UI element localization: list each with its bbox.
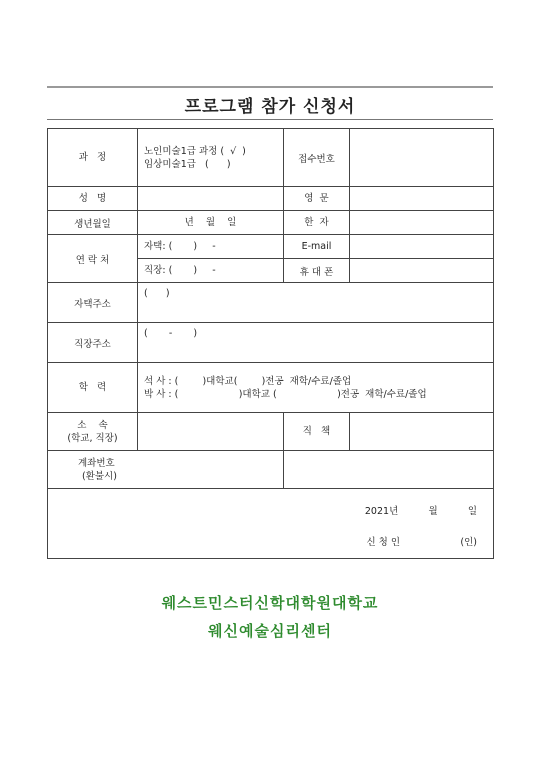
work-phone-field[interactable]: 직장: ( ) - bbox=[138, 259, 284, 283]
contact-row-home bbox=[48, 235, 494, 259]
affiliation-row bbox=[48, 413, 494, 451]
account-field[interactable] bbox=[284, 451, 494, 489]
center-name: 웨신예술심리센터 bbox=[208, 622, 332, 640]
account-row bbox=[48, 451, 494, 489]
home-address-label: 자택주소 bbox=[48, 283, 138, 323]
education-row bbox=[48, 363, 494, 413]
work-address-field[interactable]: ( - ) bbox=[138, 323, 494, 363]
applicant-signature[interactable]: 신 청 인 (인) bbox=[366, 537, 477, 548]
course-options[interactable] bbox=[138, 129, 284, 187]
affiliation-label: 소 속 (학교, 직장) bbox=[48, 413, 138, 451]
english-name-field[interactable] bbox=[350, 187, 494, 211]
education-label: 학 력 bbox=[48, 363, 138, 413]
home-address-field[interactable]: ( ) bbox=[138, 283, 494, 323]
name-label: 성 명 bbox=[48, 187, 138, 211]
signature-row bbox=[48, 489, 494, 559]
account-label: 계좌번호 (환불시) bbox=[48, 451, 284, 489]
birth-date-field[interactable]: 년 월 일 bbox=[138, 211, 284, 235]
hanja-name-label: 한 자 bbox=[284, 211, 350, 235]
doctorate-line[interactable]: 박 사 : ( )대학교 ( )전공 재학/수료/졸업 bbox=[144, 388, 427, 400]
form-title: 프로그램 참가 신청서 bbox=[184, 97, 356, 117]
course-option-2[interactable]: 임상미술1급 ( ) bbox=[144, 158, 231, 170]
affiliation-field[interactable] bbox=[138, 413, 284, 451]
mobile-field[interactable] bbox=[350, 259, 494, 283]
course-label: 과 정 bbox=[48, 129, 138, 187]
home-address-row bbox=[48, 283, 494, 323]
birth-row bbox=[48, 211, 494, 235]
name-field[interactable] bbox=[138, 187, 284, 211]
course-option-1[interactable]: 노인미술1급 과정 ( √ ) bbox=[144, 145, 246, 157]
email-field[interactable] bbox=[350, 235, 494, 259]
receipt-number-label: 접수번호 bbox=[284, 129, 350, 187]
masters-line[interactable]: 석 사 : ( )대학교( )전공 재학/수료/졸업 bbox=[144, 375, 352, 387]
education-field[interactable] bbox=[138, 363, 494, 413]
position-label: 직 책 bbox=[284, 413, 350, 451]
work-address-row bbox=[48, 323, 494, 363]
mobile-label: 휴 대 폰 bbox=[284, 259, 350, 283]
position-field[interactable] bbox=[350, 413, 494, 451]
contact-label: 연 락 처 bbox=[48, 235, 138, 283]
receipt-number-field[interactable] bbox=[350, 129, 494, 187]
top-rule bbox=[47, 86, 493, 88]
course-row bbox=[48, 129, 494, 187]
work-address-label: 직장주소 bbox=[48, 323, 138, 363]
birth-date-label: 생년월일 bbox=[48, 211, 138, 235]
home-phone-field[interactable]: 자택: ( ) - bbox=[138, 235, 284, 259]
application-form-table bbox=[47, 128, 494, 559]
signature-area bbox=[48, 489, 494, 559]
english-name-label: 영 문 bbox=[284, 187, 350, 211]
title-underline bbox=[47, 119, 493, 120]
hanja-name-field[interactable] bbox=[350, 211, 494, 235]
application-date[interactable]: 2021년 월 일 bbox=[364, 506, 477, 517]
email-label: E-mail bbox=[284, 235, 350, 259]
university-name: 웨스트민스터신학대학원대학교 bbox=[161, 594, 379, 612]
name-row bbox=[48, 187, 494, 211]
